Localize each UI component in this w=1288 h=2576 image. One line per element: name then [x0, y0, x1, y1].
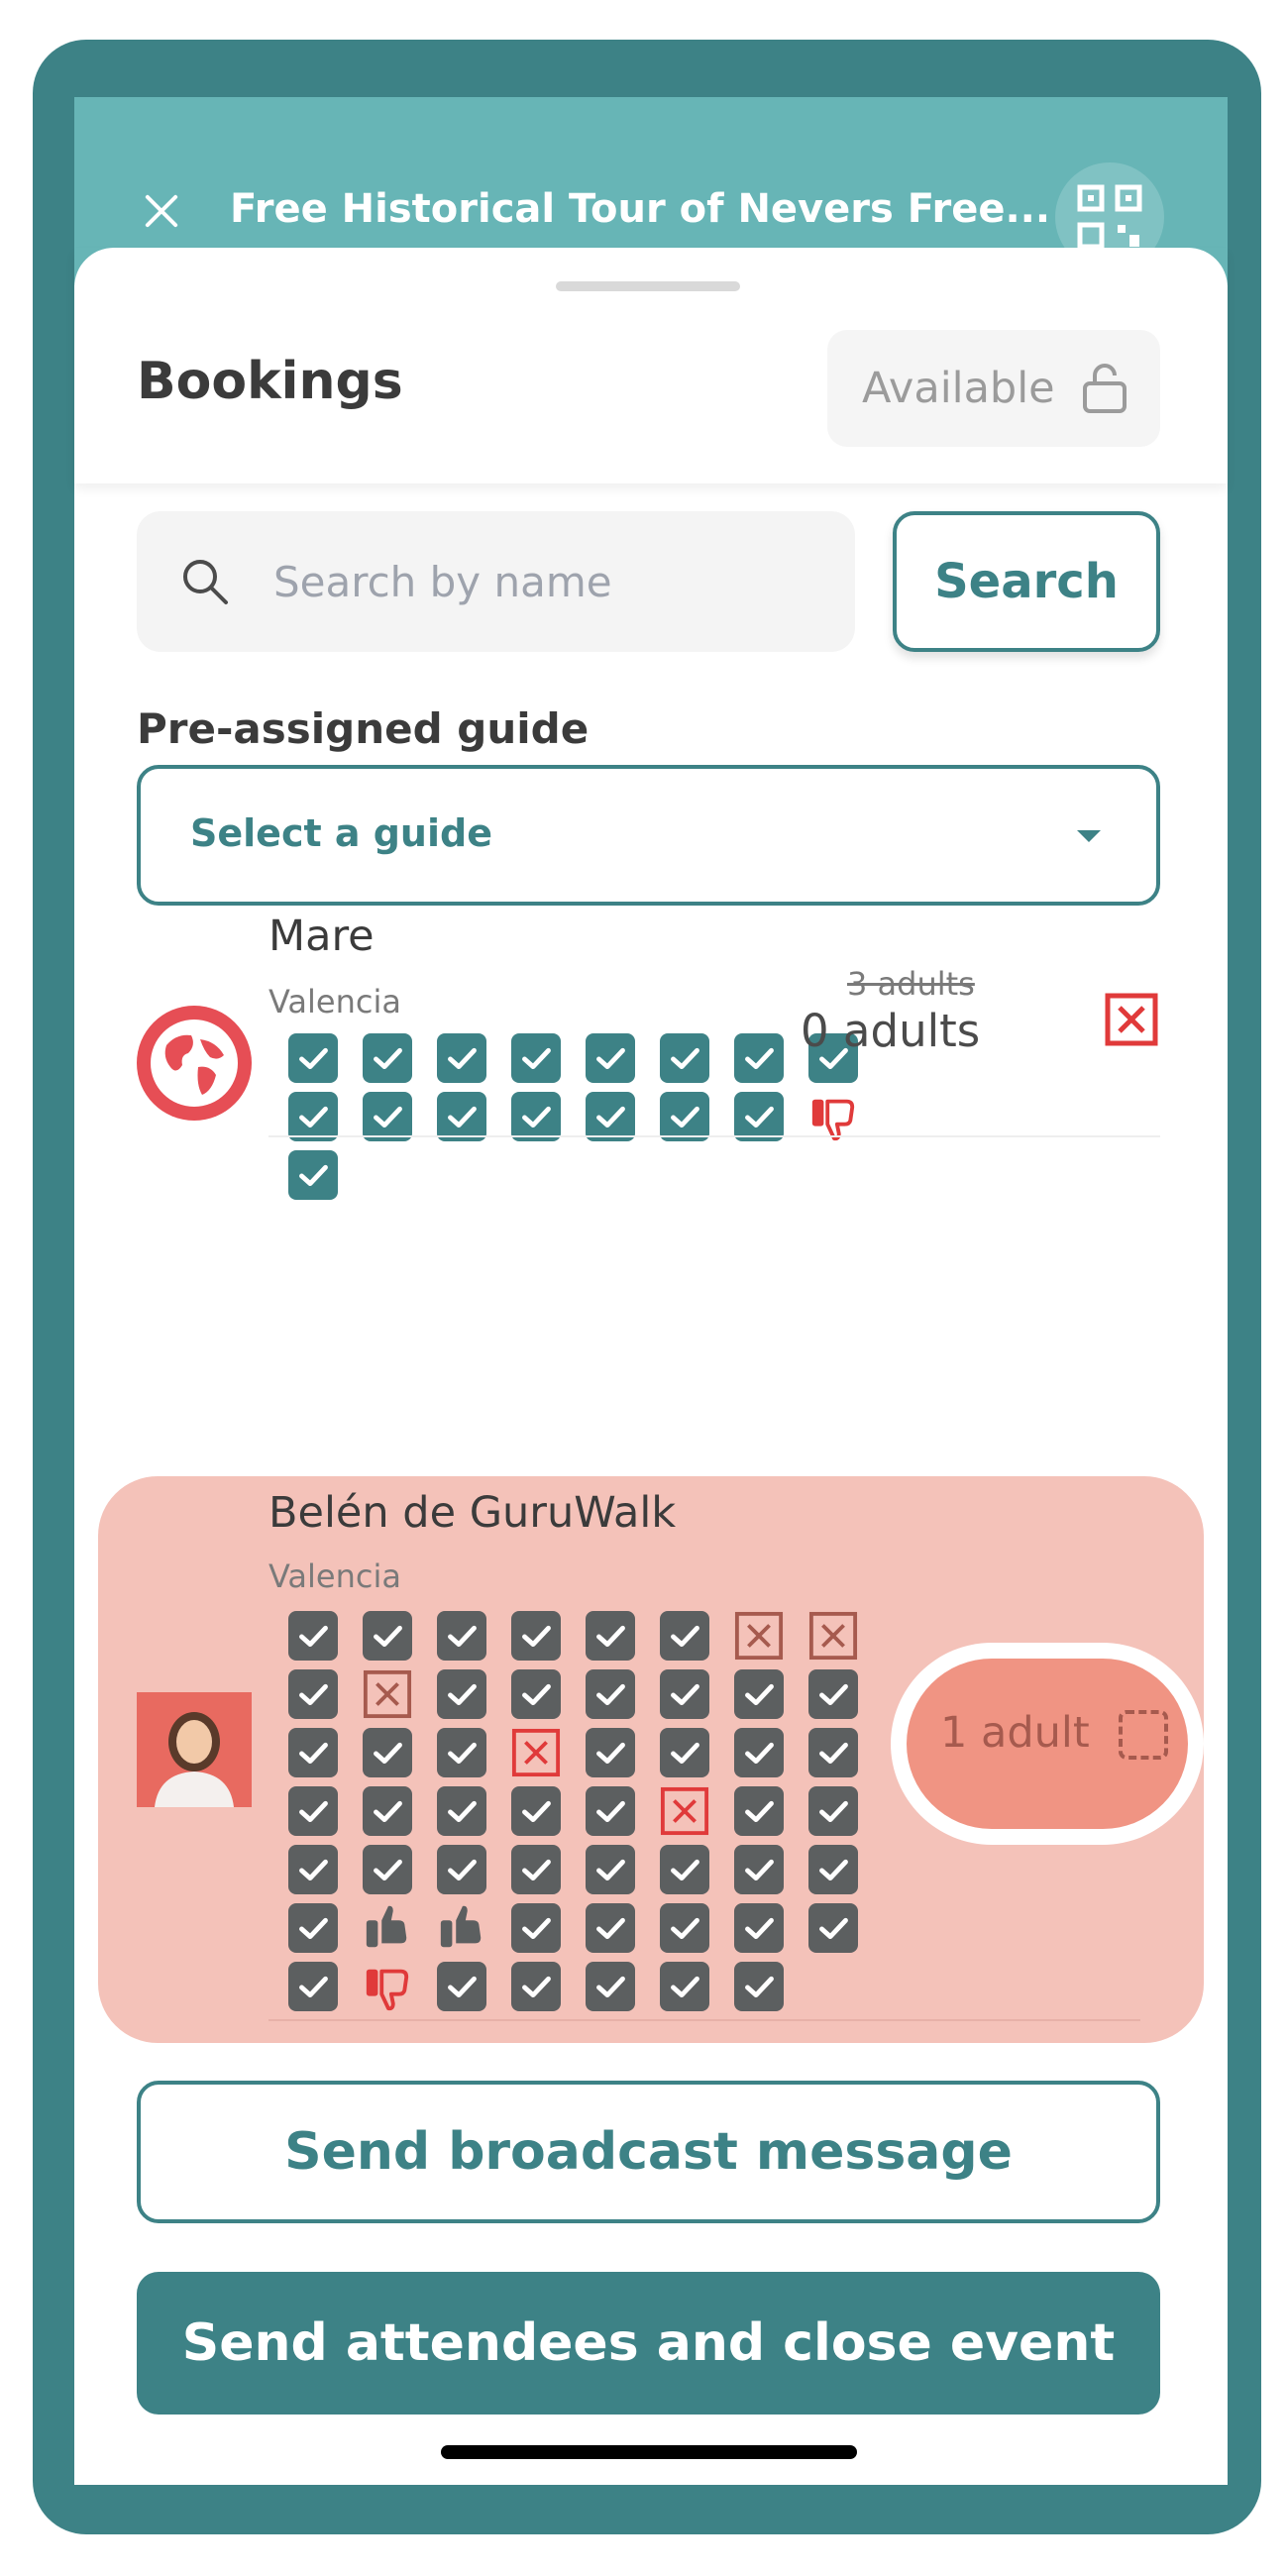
- check-icon: [586, 1962, 635, 2011]
- check-icon: [288, 1786, 338, 1836]
- search-button[interactable]: Search: [893, 511, 1160, 652]
- check-icon: [660, 1611, 709, 1661]
- check-icon: [363, 1611, 412, 1661]
- thumbs-up-icon: [437, 1903, 486, 1953]
- check-icon: [288, 1845, 338, 1894]
- check-icon: [437, 1092, 486, 1141]
- check-icon: [660, 1669, 709, 1719]
- close-event-button[interactable]: Send attendees and close event: [137, 2272, 1160, 2415]
- guide-select[interactable]: [137, 765, 1160, 906]
- qr-code-icon: [1078, 185, 1141, 249]
- remove-booking-icon[interactable]: [1105, 993, 1158, 1046]
- check-icon: [511, 1033, 561, 1083]
- check-icon: [586, 1903, 635, 1953]
- cross-icon: [660, 1786, 709, 1836]
- avatar: [137, 1692, 252, 1807]
- booking-row[interactable]: [74, 912, 1228, 1167]
- unchecked-box-icon: [1119, 1710, 1168, 1760]
- chevron-down-icon: [1077, 830, 1101, 842]
- booking-city: Valencia: [268, 1557, 401, 1595]
- check-icon: [511, 1669, 561, 1719]
- broadcast-message-button[interactable]: Send broadcast message: [137, 2081, 1160, 2223]
- check-icon: [288, 1611, 338, 1661]
- check-icon: [288, 1033, 338, 1083]
- booking-city: Valencia: [268, 983, 401, 1020]
- check-icon: [511, 1786, 561, 1836]
- check-icon: [363, 1033, 412, 1083]
- guide-select-value: Select a guide: [190, 811, 492, 855]
- check-icon: [808, 1903, 858, 1953]
- check-icon: [437, 1962, 486, 2011]
- check-icon: [734, 1903, 784, 1953]
- check-icon: [288, 1903, 338, 1953]
- check-icon: [586, 1033, 635, 1083]
- unlock-icon: [1081, 362, 1128, 413]
- search-box: [137, 511, 855, 652]
- check-icon: [437, 1786, 486, 1836]
- check-icon: [437, 1611, 486, 1661]
- divider: [268, 2019, 1140, 2021]
- check-icon: [288, 1092, 338, 1141]
- availability-toggle[interactable]: [827, 330, 1160, 447]
- booking-row-highlighted[interactable]: [98, 1476, 1204, 2043]
- cross-icon: [734, 1611, 784, 1661]
- check-icon: [511, 1903, 561, 1953]
- attendee-count: 0 adults: [801, 1005, 981, 1057]
- check-icon: [734, 1845, 784, 1894]
- sheet-header: [74, 248, 1228, 483]
- app-screen: [74, 97, 1228, 2485]
- check-icon: [660, 1728, 709, 1777]
- check-icon: [363, 1728, 412, 1777]
- home-indicator: [441, 2445, 857, 2459]
- check-icon: [586, 1092, 635, 1141]
- thumbs-down-icon: [808, 1092, 858, 1141]
- check-icon: [586, 1845, 635, 1894]
- cross-icon: [511, 1728, 561, 1777]
- check-icon: [808, 1728, 858, 1777]
- thumbs-up-icon: [363, 1903, 412, 1953]
- check-icon: [660, 1092, 709, 1141]
- previous-count: 3 adults: [847, 965, 975, 1003]
- check-icon: [511, 1611, 561, 1661]
- check-icon: [660, 1845, 709, 1894]
- check-icon: [288, 1728, 338, 1777]
- page-title: Bookings: [137, 352, 403, 411]
- check-icon: [734, 1669, 784, 1719]
- availability-label: Available: [862, 364, 1055, 413]
- check-icon: [511, 1962, 561, 2011]
- attendee-count: 1 adult: [940, 1708, 1090, 1758]
- check-icon: [734, 1033, 784, 1083]
- check-icon: [437, 1669, 486, 1719]
- check-icon: [586, 1611, 635, 1661]
- thumbs-down-icon: [363, 1962, 412, 2011]
- check-icon: [660, 1033, 709, 1083]
- check-icon: [734, 1962, 784, 2011]
- attendee-count-selector[interactable]: [907, 1659, 1188, 1829]
- avatar: [137, 1006, 252, 1121]
- check-icon: [363, 1092, 412, 1141]
- attendee-count-pill: [891, 1643, 1204, 1845]
- cross-icon: [363, 1669, 412, 1719]
- check-icon: [437, 1728, 486, 1777]
- check-icon: [363, 1845, 412, 1894]
- search-input[interactable]: [273, 551, 828, 612]
- guide-field-label: Pre-assigned guide: [137, 704, 590, 753]
- check-icon: [660, 1903, 709, 1953]
- check-icon: [808, 1669, 858, 1719]
- bookings-sheet: [74, 248, 1228, 2485]
- cross-icon: [808, 1611, 858, 1661]
- booking-list[interactable]: [74, 912, 1228, 1952]
- check-icon: [437, 1845, 486, 1894]
- check-icon: [437, 1033, 486, 1083]
- check-icon: [660, 1962, 709, 2011]
- check-icon: [734, 1092, 784, 1141]
- check-icon: [288, 1150, 338, 1200]
- check-icon: [586, 1669, 635, 1719]
- booking-name: Mare: [268, 912, 375, 961]
- close-icon[interactable]: [142, 191, 181, 231]
- sheet-drag-handle[interactable]: [556, 281, 740, 291]
- divider: [268, 1135, 1160, 1137]
- check-icon: [586, 1786, 635, 1836]
- check-icon: [363, 1786, 412, 1836]
- check-icon: [808, 1845, 858, 1894]
- event-title: Free Historical Tour of Nevers Free...: [230, 186, 1051, 232]
- check-icon: [734, 1728, 784, 1777]
- profile-photo-icon: [137, 1692, 252, 1807]
- check-icon: [288, 1962, 338, 2011]
- check-icon: [734, 1786, 784, 1836]
- search-icon: [178, 555, 234, 610]
- check-icon: [808, 1786, 858, 1836]
- check-icon: [586, 1728, 635, 1777]
- globe-icon: [137, 1006, 252, 1121]
- booking-name: Belén de GuruWalk: [268, 1488, 677, 1538]
- check-icon: [511, 1092, 561, 1141]
- check-icon: [511, 1845, 561, 1894]
- check-icon: [288, 1669, 338, 1719]
